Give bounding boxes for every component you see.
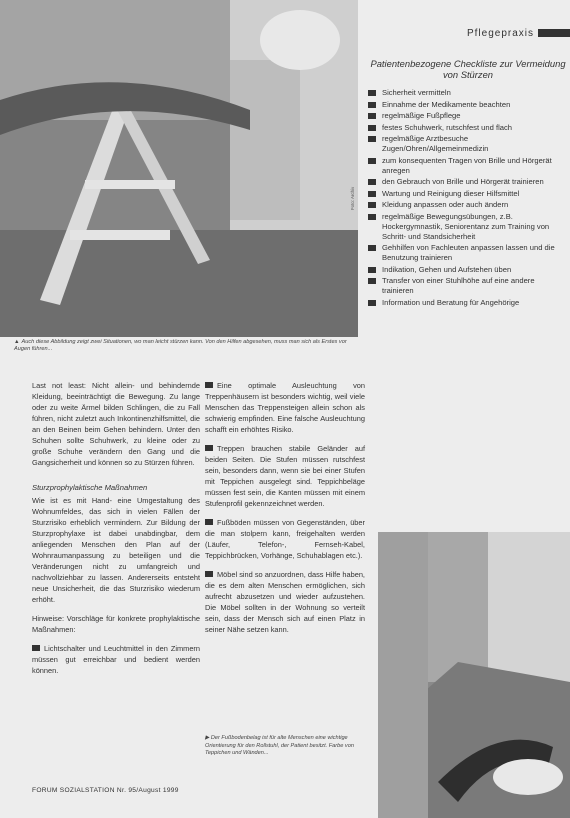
section-header [467,26,570,40]
checklist-item [368,100,568,110]
paragraph-bullet [32,643,200,676]
photo-credit: Foto: Archiv [350,186,355,210]
bullet-square-icon [368,102,376,108]
paragraph-text: Treppen brauchen stabile Geländer auf beiden Seiten. Die Stufen müssen rutschfest sein, besonders dann, wenn sie bei einer Stufen mit Teppichen ausgelegt sind. Teppichbeläge müssen fest sein, die Kanten müssen mit einem Stufenprofil gekennzeichnet werden. [205,444,365,508]
bullet-square-icon [368,136,376,142]
paragraph-bullet [205,569,365,635]
paragraph-bullet [205,443,365,509]
paragraph-bullet [205,380,365,435]
paragraph-bullet [205,517,365,561]
checklist-item-text: zum konsequenten Tragen von Brille und Hörgerät anregen [382,155,552,175]
triangle-icon: ▲ [14,339,20,345]
body-column-1 [32,380,200,684]
bullet-square-icon [368,179,376,185]
paragraph-text: Lichtschalter und Leuchtmittel in den Zimmern müssen gut erreichbar und bedient werden können. [32,644,200,675]
checklist-item [368,123,568,133]
bullet-square-icon [205,445,213,451]
checklist-item [368,156,568,176]
checklist-item [368,189,568,199]
paragraph: Hinweise: Vorschläge für konkrete prophylaktische Maßnahmen: [32,614,200,634]
checklist-item [368,265,568,275]
bottom-photo-caption [205,735,373,758]
caption-text: Auch diese Abbildung zeigt zwei Situationen, wo man leicht stürzen kann. Von den Hilfen abgesehen, muss man sich als Erstes vor Augen führen... [14,339,347,353]
section-label: Pflegepraxis [466,27,534,39]
checklist-item [368,298,568,308]
subheading: Sturzprophylaktische Maßnahmen [32,483,148,492]
checklist-box [368,58,568,309]
paragraph-text: Möbel sind so anzuordnen, dass Hilfe haben, die es dem alten Menschen ermöglichen, sich aufrecht abzusetzen und wieder aufzustehen. Die Möbel sollten in der Wohnung so verteilt sein, dass der Mensch sich auf einen Platz in seiner Nähe setzen kann. [205,570,365,634]
paragraph: Wie ist es mit Hand- eine Umgestaltung des Wohnumfeldes, das sich in vielen Fällen der Sturzrisiko erheblich vermindern. Zur Bildung der Sturzprophylaxe ist dabei unabdingbar, dem anliegenden Menschen den Plan auf der Wohnraumanpassung zu beteiligen und die Veränderungen nicht zu umfangreich und nachvollziehbar zu lassen. Andererseits entsteht neue Unsicherheit, die das Sturzrisiko wiederum erhöht. [32,496,200,604]
body-column-2 [205,380,365,643]
stepladder-photo [0,0,358,337]
bullet-square-icon [368,214,376,220]
checklist-item-text: Kleidung anpassen oder auch ändern [382,200,509,209]
bullet-square-icon [205,571,213,577]
bullet-square-icon [368,158,376,164]
checklist-item-text: den Gebrauch von Brille und Hörgerät trainieren [382,177,544,186]
checklist-item [368,88,568,98]
checklist-item-text: Wartung und Reinigung dieser Hilfsmittel [382,188,520,198]
checklist-item-text: Information und Beratung für Angehörige [382,297,520,307]
bullet-square-icon [205,519,213,525]
checklist-item [368,177,568,187]
checklist-item-text: Sicherheit vermitteln [382,88,451,97]
checklist-item [368,243,568,263]
checklist-item-text: regelmäßige Arztbesuche Zugen/Ohren/Allgemeinmedizin [382,134,489,153]
top-photo-caption [14,339,354,353]
bullet-square-icon [32,645,40,651]
checklist-item [368,276,568,296]
checklist-item [368,212,568,242]
paragraph-text: Eine optimale Ausleuchtung von Treppenhäusern ist besonders wichtig, weil viele Menschen das Treppensteigen allein schon als schwierig empfinden. Eine falsche Ausleuchtung schafft ein erhöhtes Risiko. [205,381,365,434]
checklist-title: Patientenbezogene Checkliste zur Vermeidung von Stürzen [370,58,566,80]
bullet-square-icon [368,202,376,208]
header-bar-icon [538,29,570,37]
bullet-square-icon [368,125,376,131]
triangle-icon: ▶ [205,735,211,741]
bullet-square-icon [368,300,376,306]
stepladder-illustration [0,0,358,337]
bullet-square-icon [368,90,376,96]
page-footer: FORUM SOZIALSTATION Nr. 95/August 1999 [32,787,179,794]
checklist-item-text: regelmäßige Bewegungsübungen, z.B. Hockergymnastik, Seniorentanz zum Training von Schritt- und Standsicherheit [382,211,550,241]
checklist-item [368,200,568,210]
bullet-square-icon [368,113,376,119]
paragraph: Last not least: Nicht allein- und behindernde Kleidung, beeinträchtigt die Bewegung. Zu lange oder zu weite Ärmel bilden Schlingen, die zu Fall führen, nicht zuletzt auch Inkontinenzhilfsmittel, die an den Beinen beim Gehen behindern. Unter den Schuhen sollte Schuhwerk, zu kleine oder zu große Schuhe verändern den Gang und die Gangsicherheit und können so zu Stürzen führen. [32,381,200,467]
checklist-item-text: Transfer von einer Stuhlhöhe auf eine andere trainieren [382,276,535,295]
paragraph-text: Fußböden müssen von Gegenständen, über die man stolpern kann, freigehalten werden (Läufer, Telefon-, Fernseh-Kabel, Teppichbrücken, Vorhänge, Schuhablagen etc.). [205,518,365,560]
checklist-item-text: regelmäßige Fußpflege [382,111,461,120]
bullet-square-icon [368,191,376,197]
bullet-square-icon [368,267,376,273]
bullet-square-icon [368,278,376,284]
bullet-square-icon [205,382,213,388]
bullet-square-icon [368,245,376,251]
caption-text: Der Fußbodenbelag ist für alte Menschen eine wichtige Orientierung für den Rollstuhl, der Patient besitzt. Farbe von Teppichen und Wänden... [205,735,354,757]
checklist-list [368,88,568,308]
floor-illustration [378,532,570,818]
checklist-item [368,111,568,121]
checklist-item-text: Einnahme der Medikamente beachten [382,99,511,109]
checklist-item [368,134,568,154]
checklist-item-text: festes Schuhwerk, rutschfest und flach [382,122,513,132]
checklist-item-text: Indikation, Gehen und Aufstehen üben [382,264,512,274]
floor-photo [378,532,570,818]
checklist-item-text: Gehhilfen von Fachleuten anpassen lassen und die Benutzung trainieren [382,243,555,262]
